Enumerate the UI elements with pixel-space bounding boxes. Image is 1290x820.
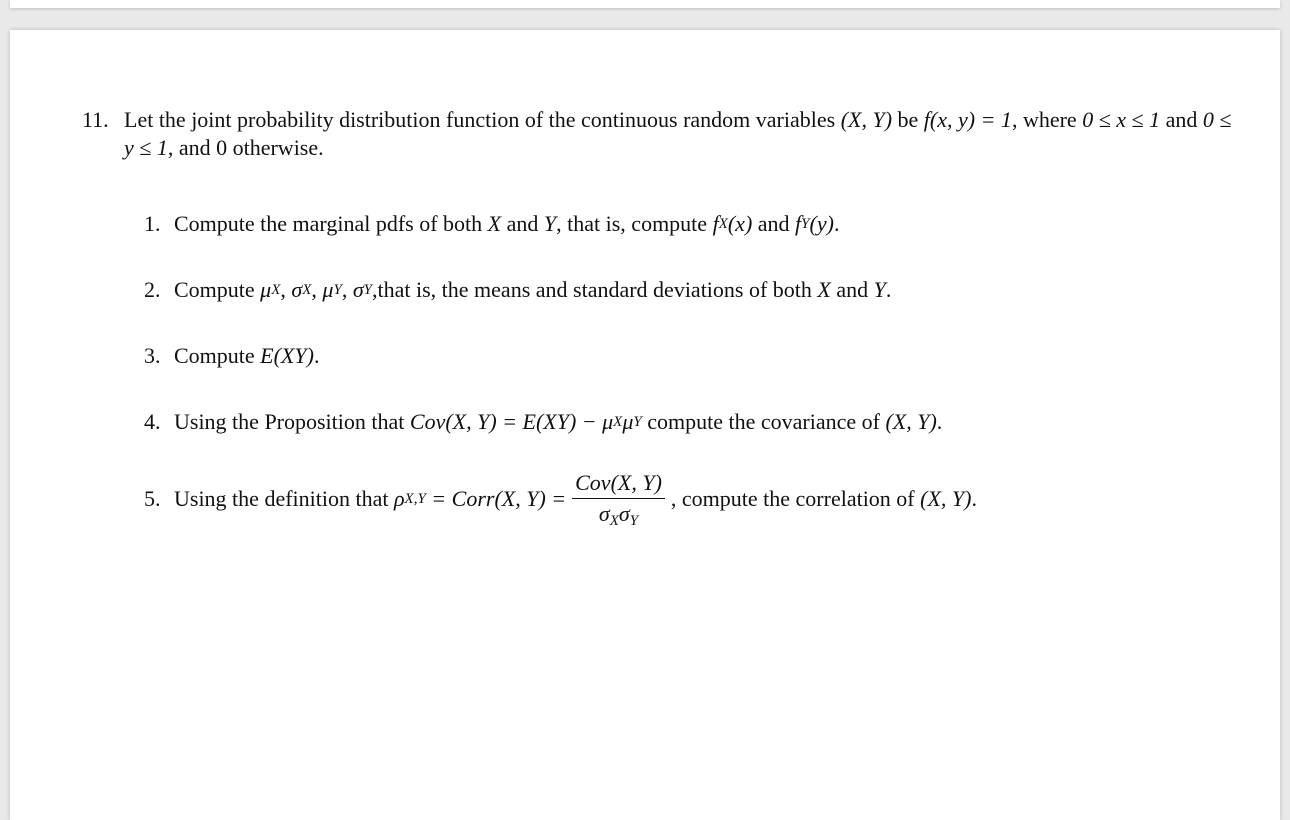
problem-number: 11.	[82, 107, 109, 132]
document-page	[10, 30, 1280, 820]
subquestion-4: 4. Using the Proposition that Cov(X, Y) = E(XY) − μ X μ Y compute the covariance of (X, Y) .	[144, 409, 943, 434]
subquestion-3: 3. Compute E(XY) .	[144, 343, 320, 368]
subquestion-1: 1. Compute the marginal pdfs of both X and Y , that is, compute f X (x) and f Y (y) .	[144, 211, 840, 236]
problem-11	[82, 106, 1232, 529]
problem-intro: Let the joint probability distribution function of the continuous random variables (X, Y) be f(x, y) = 1, where 0 ≤ x ≤ 1 and 0 ≤ y ≤ 1, and 0 otherwise.	[124, 107, 1232, 160]
subquestion-2: 2. Compute μ X , σ X , μ Y , σ Y ,that is, the means and standard deviations of both X and Y .	[144, 277, 892, 302]
problem-statement	[82, 106, 1232, 162]
correlation-fraction	[572, 470, 665, 527]
subquestion-5: 5. Using the definition that ρ X,Y = Corr(X, Y) = $\frac{\text{Cov(X, Y)}}{\sigma_X\sigma_Y}$ , compute the correlation of (X, Y) .	[144, 470, 977, 529]
fraction-denominator: $\sigma_X\sigma_Y$	[598, 501, 639, 529]
fraction-numerator: Cov(X, Y)	[572, 470, 665, 499]
previous-page-edge	[10, 0, 1280, 8]
